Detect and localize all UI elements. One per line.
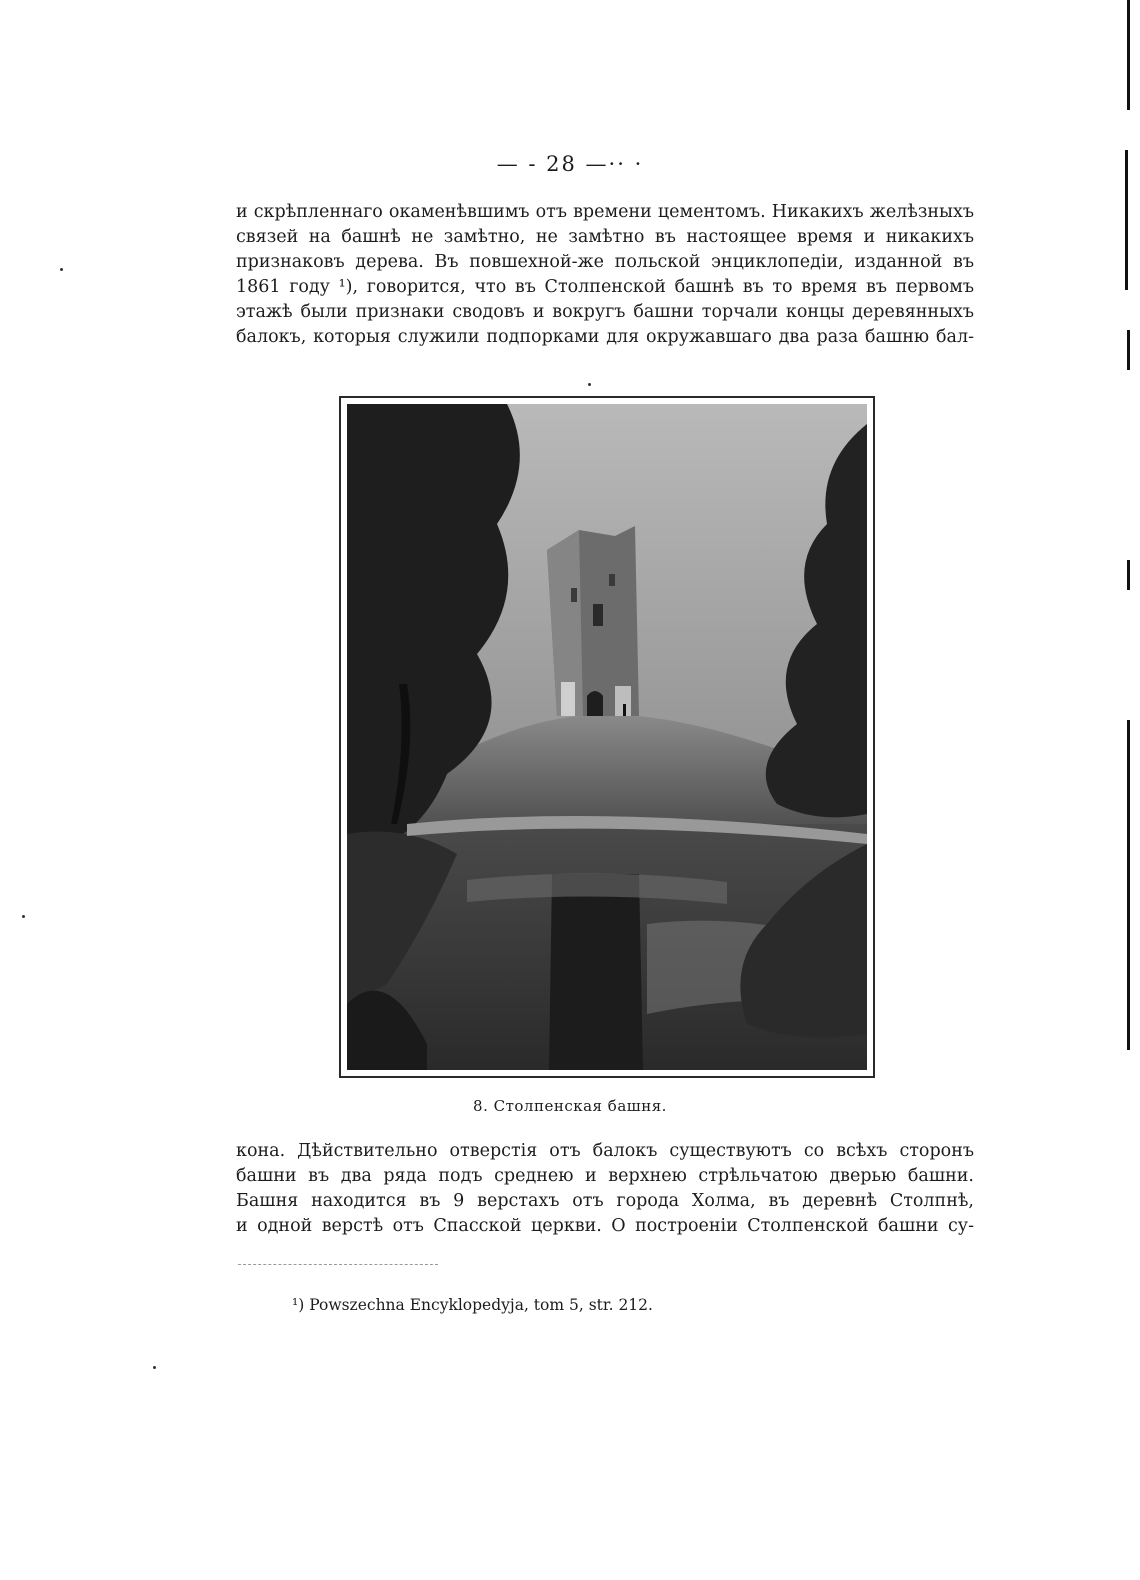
text-line: Башня находится въ 9 верстахъ отъ города Холма, въ деревнѣ Столпнѣ, (236, 1191, 974, 1211)
scan-speck (22, 915, 25, 918)
figure-caption: 8. Столпенская башня. (473, 1097, 667, 1115)
paragraph-top (236, 200, 974, 350)
paragraph-bottom (236, 1139, 974, 1239)
tower-reflection (549, 874, 643, 1070)
text-line: признаковъ дерева. Въ повшехной-же польской энциклопедіи, изданной въ (236, 252, 974, 272)
scan-edge-line (1127, 560, 1130, 590)
scan-edge-line (1127, 330, 1130, 370)
footnote (292, 1296, 653, 1314)
scan-speck (153, 1366, 156, 1369)
scan-edge-line (1127, 0, 1130, 110)
page-number: — - 28 —·· · (496, 152, 644, 176)
text-line: 1861 году ¹), говорится, что въ Столпенской башнѣ въ то время въ первомъ (236, 277, 974, 297)
text-line: башни въ два ряда подъ среднею и верхнею стрѣльчатою дверью башни. (236, 1166, 974, 1186)
scan-speck (588, 383, 591, 386)
text-line: кона. Дѣйствительно отверстія отъ балокъ существуютъ со всѣхъ сторонъ (236, 1141, 974, 1161)
scan-edge-line (1125, 150, 1128, 290)
footnote-text: Powszechna Encyklopedyja, tom 5, str. 212. (309, 1296, 653, 1314)
text-line: балокъ, которыя служили подпорками для окружавшаго два раза башню бал- (236, 327, 974, 347)
scan-edge-line (1127, 720, 1130, 1050)
scan-speck (60, 268, 63, 271)
tower-photograph (339, 396, 875, 1078)
tower (547, 526, 639, 716)
text-line: этажѣ были признаки сводовъ и вокругъ башни торчали концы деревянныхъ (236, 302, 974, 322)
tower-photograph-icon (347, 404, 867, 1070)
footnote-rule (238, 1264, 438, 1265)
text-line: и скрѣпленнаго окаменѣвшимъ отъ времени цементомъ. Никакихъ желѣзныхъ (236, 202, 974, 222)
footnote-marker: ¹) (292, 1296, 305, 1314)
text-line: связей на башнѣ не замѣтно, не замѣтно въ настоящее время и никакихъ (236, 227, 974, 247)
text-line: и одной верстѣ отъ Спасской церкви. О построеніи Столпенской башни су- (236, 1216, 974, 1236)
